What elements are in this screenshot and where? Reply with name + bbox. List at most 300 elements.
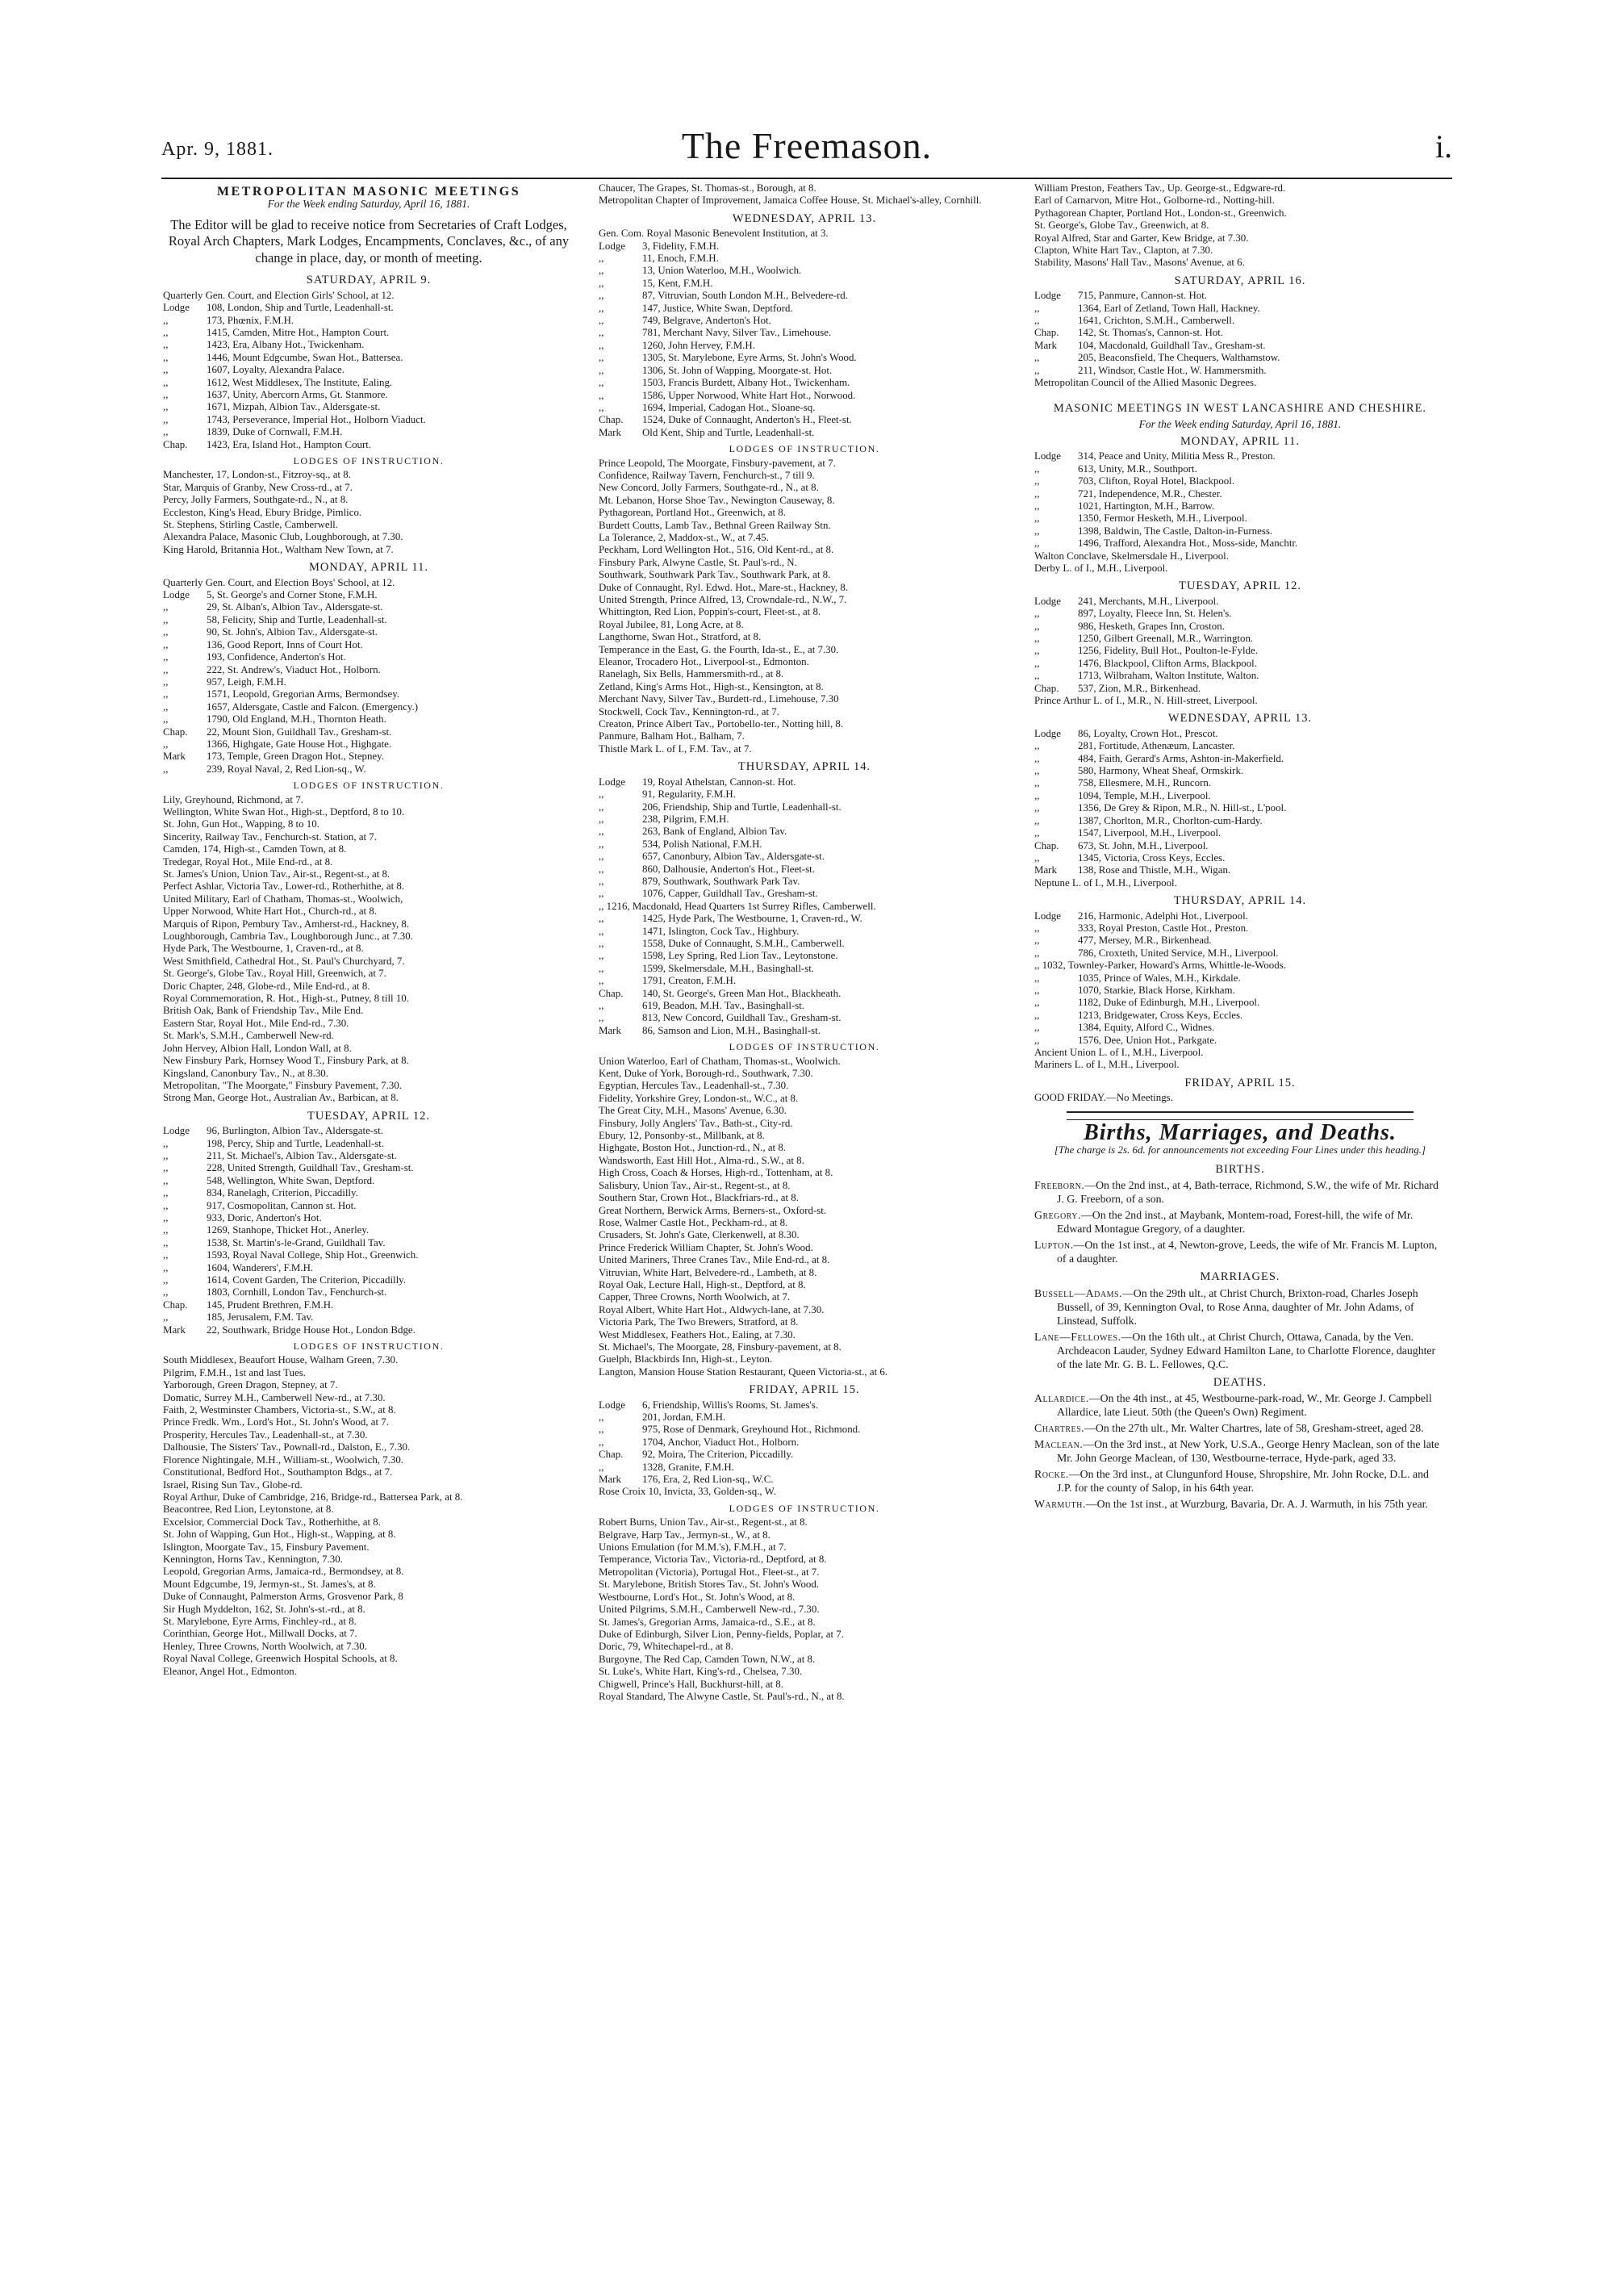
meeting-row [1034, 827, 1446, 839]
meeting-row [163, 626, 574, 638]
meeting-row [599, 1025, 1010, 1037]
meeting-text: 29, St. Alban's, Albion Tav., Aldersgate-st. [207, 601, 383, 613]
meeting-type: Lodge [163, 302, 190, 314]
instruction-row [599, 1353, 1010, 1365]
instruction-row [599, 458, 1010, 470]
instruction-text: Whittington, Red Lion, Poppin's-court, Fleet-st., at 8. [599, 606, 821, 618]
meeting-text: 721, Independence, M.R., Chester. [1078, 487, 1222, 500]
meeting-row [1034, 922, 1446, 935]
meeting-type: ,, [163, 1286, 169, 1299]
instruction-text: Wellington, White Swan Hot., High-st., Deptford, 8 to 10. [163, 805, 405, 818]
meeting-type: ,, [599, 813, 604, 825]
instruction-row [163, 856, 574, 868]
meeting-text: 786, Croxteth, United Service, M.H., Liverpool. [1078, 947, 1279, 959]
meeting-row [163, 290, 574, 302]
meeting-text: 1423, Era, Albany Hot., Twickenham. [207, 339, 365, 351]
meeting-row [599, 826, 1010, 838]
instruction-row [163, 1591, 574, 1603]
instruction-row [599, 644, 1010, 656]
meeting-row [599, 926, 1010, 938]
instruction-text: Camden, 174, High-st., Camden Town, at 8. [163, 843, 347, 855]
instruction-row [163, 956, 574, 968]
meeting-text: Prince Arthur L. of I., M.R., N. Hill-street, Liverpool. [1034, 695, 1258, 707]
instruction-text: United Military, Earl of Chatham, Thomas-st., Woolwich, [163, 893, 403, 905]
meeting-type: ,, [599, 377, 604, 389]
meeting-row [599, 1000, 1010, 1012]
meeting-row [1034, 327, 1446, 339]
instruction-text: Metropolitan Chapter of Improvement, Jamaica Coffee House, St. Michael's-alley, Cornhill. [599, 194, 982, 207]
meeting-row [599, 327, 1010, 339]
instruction-row [163, 1416, 574, 1428]
instruction-row [1034, 245, 1446, 257]
meeting-text: 957, Leigh, F.M.H. [207, 675, 286, 688]
meeting-row [163, 1175, 574, 1187]
meeting-type: ,, [1034, 765, 1040, 777]
instruction-row [163, 918, 574, 931]
meeting-type: ,, [163, 314, 169, 326]
meeting-row [599, 888, 1010, 900]
instruction-row [163, 981, 574, 993]
meeting-row [599, 228, 1010, 240]
instruction-row [599, 1679, 1010, 1691]
instruction-row [599, 1654, 1010, 1666]
meeting-text: 238, Pilgrim, F.M.H. [642, 813, 729, 825]
meeting-row [163, 364, 574, 376]
day-heading: MONDAY, APRIL 11. [308, 561, 429, 575]
instruction-row [163, 968, 574, 980]
instruction-text: South Middlesex, Beaufort House, Walham Green, 7.30. [163, 1354, 399, 1366]
instruction-row [599, 1516, 1010, 1529]
meeting-row [163, 601, 574, 613]
meeting-row [1034, 935, 1446, 947]
meeting-type: Chap. [1034, 682, 1059, 694]
instruction-row [599, 668, 1010, 680]
instruction-text: Beacontree, Red Lion, Leytonstone, at 8. [163, 1503, 334, 1516]
meeting-text: 1425, Hyde Park, The Westbourne, 1, Craven-rd., W. [642, 913, 862, 925]
instruction-heading: LODGES OF INSTRUCTION. [293, 455, 445, 466]
meeting-row [1034, 512, 1446, 525]
instruction-row [163, 1541, 574, 1554]
meeting-text: 1607, Loyalty, Alexandra Palace. [207, 364, 345, 376]
meeting-text: 5, St. George's and Corner Stone, F.M.H. [207, 589, 378, 601]
instruction-text: Burgoyne, The Red Cap, Camden Town, N.W., at 8. [599, 1653, 816, 1665]
instruction-text: St. Mark's, S.M.H., Camberwell New-rd. [163, 1030, 334, 1042]
instruction-text: Royal Naval College, Greenwich Hospital Schools, at 8. [163, 1653, 398, 1665]
meeting-row [163, 401, 574, 413]
announcement-name: Rocke. [1034, 1468, 1069, 1481]
meeting-type: Mark [1034, 864, 1057, 876]
meeting-type: ,, [1034, 972, 1040, 984]
meeting-row [163, 1162, 574, 1174]
meeting-row [599, 988, 1010, 1000]
instruction-row [599, 1616, 1010, 1629]
meeting-text: 241, Merchants, M.H., Liverpool. [1078, 595, 1219, 607]
meeting-type: ,, [1034, 302, 1040, 314]
meeting-type: Chap. [163, 1299, 188, 1311]
meeting-type: ,, [1034, 802, 1040, 814]
meeting-text: 19, Royal Athelstan, Cannon-st. Hot. [642, 776, 796, 788]
meeting-type: ,, [163, 326, 169, 338]
instruction-text: Union Waterloo, Earl of Chatham, Thomas-st., Woolwich. [599, 1055, 841, 1067]
meeting-text: 1743, Perseverance, Imperial Hot., Holborn Viaduct. [207, 413, 426, 425]
instruction-text: Ebury, 12, Ponsonby-st., Millbank, at 8. [599, 1130, 765, 1142]
meeting-type: ,, [163, 1224, 169, 1236]
instruction-text: West Middlesex, Feathers Hot., Ealing, at 7.30. [599, 1328, 796, 1340]
day-heading: TUESDAY, APRIL 12. [1178, 579, 1302, 593]
instruction-text: New Concord, Jolly Farmers, Southgate-rd., N., at 8. [599, 482, 819, 494]
instruction-text: Panmure, Balham Hot., Balham, 7. [599, 730, 745, 742]
instruction-text: Eleanor, Angel Hot., Edmonton. [163, 1665, 297, 1677]
meeting-row [163, 1212, 574, 1224]
meeting-text: 897, Loyalty, Fleece Inn, St. Helen's. [1078, 608, 1232, 620]
meeting-row [1034, 972, 1446, 985]
instruction-text: King Harold, Britannia Hot., Waltham New Town, at 7. [163, 543, 394, 555]
instruction-row [599, 1666, 1010, 1678]
meeting-type: Lodge [1034, 450, 1061, 462]
meeting-text: 1571, Leopold, Gregorian Arms, Bermondsey. [207, 688, 400, 701]
meeting-text: 138, Rose and Thistle, M.H., Wigan. [1078, 864, 1231, 876]
instruction-text: Eccleston, King's Head, Ebury Bridge, Pimlico. [163, 506, 362, 518]
meeting-row [599, 365, 1010, 377]
meeting-text: GOOD FRIDAY.—No Meetings. [1034, 1092, 1173, 1104]
meeting-type: ,, [163, 1187, 169, 1199]
instruction-text: Merchant Navy, Silver Tav., Burdett-rd., Limehouse, 7.30 [599, 693, 839, 705]
instruction-text: St. George's, Globe Tav., Greenwich, at 8. [1034, 220, 1209, 232]
meeting-text: 548, Wellington, White Swan, Deptford. [207, 1174, 375, 1186]
meeting-row [599, 1012, 1010, 1024]
meeting-row [1034, 840, 1446, 852]
meeting-row [599, 1486, 1010, 1498]
meeting-text: 1576, Dee, Union Hot., Parkgate. [1078, 1034, 1217, 1046]
meeting-text: 1021, Hartington, M.H., Barrow. [1078, 500, 1215, 512]
instruction-row [599, 606, 1010, 618]
instruction-text: Prince Leopold, The Moorgate, Finsbury-pavement, at 7. [599, 457, 836, 469]
instruction-row [599, 1629, 1010, 1641]
meeting-row [1034, 1035, 1446, 1047]
instruction-row [599, 706, 1010, 718]
meeting-row [599, 813, 1010, 826]
instruction-text: Pilgrim, F.M.H., 1st and last Tues. [163, 1366, 306, 1378]
day-heading: THURSDAY, APRIL 14. [737, 760, 871, 774]
instruction-row [599, 1579, 1010, 1591]
meeting-row [1034, 1010, 1446, 1022]
meeting-text: 1384, Equity, Alford C., Widnes. [1078, 1022, 1215, 1034]
meeting-row [1034, 488, 1446, 500]
instruction-row [599, 1068, 1010, 1080]
meeting-type: Lodge [1034, 910, 1061, 922]
meeting-type: ,, [599, 1424, 604, 1436]
day-heading: THURSDAY, APRIL 14. [1173, 894, 1307, 908]
instruction-row [163, 1628, 574, 1640]
meeting-type: ,, [1034, 947, 1040, 959]
meeting-text: 1547, Liverpool, M.H., Liverpool. [1078, 827, 1222, 839]
meeting-text: 1356, De Grey & Ripon, M.R., N. Hill-st., L'pool. [1078, 802, 1287, 814]
instruction-text: Victoria Park, The Two Brewers, Stratford, at 8. [599, 1316, 799, 1328]
instruction-row [163, 1666, 574, 1678]
instruction-row [163, 1005, 574, 1017]
instruction-text: Prince Fredk. Wm., Lord's Hot., St. John's Wood, at 7. [163, 1416, 389, 1428]
meeting-row [599, 290, 1010, 302]
meeting-sections [163, 274, 574, 1678]
announcement-name: Allardice. [1034, 1392, 1089, 1405]
meeting-text: 92, Moira, The Criterion, Piccadilly. [642, 1449, 794, 1461]
meeting-text: 91, Regularity, F.M.H. [642, 788, 736, 801]
instruction-text: Royal Oak, Lecture Hall, High-st., Deptford, at 8. [599, 1278, 806, 1290]
instruction-row [163, 1466, 574, 1478]
instruction-row [163, 1491, 574, 1503]
instruction-text: Manchester, 17, London-st., Fitzroy-sq., at 8. [163, 469, 351, 481]
meeting-type: ,, [599, 925, 604, 937]
meeting-row [599, 1437, 1010, 1449]
section-subheading: For the Week ending Saturday, April 16, 1881. [267, 198, 470, 211]
meeting-text: 657, Canonbury, Albion Tav., Aldersgate-st. [642, 851, 825, 863]
meeting-type: ,, [1034, 1022, 1040, 1034]
instruction-text: Southwark, Southwark Park Tav., Southwark Park, at 8. [599, 569, 831, 581]
instruction-row [163, 1429, 574, 1441]
meeting-row [1034, 740, 1446, 752]
section-heading: METROPOLITAN MASONIC MEETINGS [216, 185, 521, 199]
meeting-row [163, 688, 574, 701]
instruction-text: Florence Nightingale, M.H., William-st., Woolwich, 7.30. [163, 1453, 403, 1466]
meeting-row [163, 327, 574, 339]
meeting-row [1034, 645, 1446, 657]
meeting-text: Rose Croix 10, Invicta, 33, Golden-sq., W. [599, 1486, 776, 1498]
instruction-text: Guelph, Blackbirds Inn, High-st., Leyton. [599, 1353, 773, 1365]
meeting-text: Derby L. of I., M.H., Liverpool. [1034, 562, 1168, 574]
meeting-type: ,, [163, 638, 169, 650]
meeting-type: ,, [163, 388, 169, 400]
instruction-text: St. Marylebone, Eyre Arms, Finchley-rd., at 8. [163, 1615, 357, 1627]
meeting-text: Old Kent, Ship and Turtle, Leadenhall-st. [642, 426, 815, 438]
meeting-row [163, 577, 574, 589]
instruction-row [599, 582, 1010, 594]
instruction-text: Stockwell, Cock Tav., Kennington-rd., at 7. [599, 705, 779, 717]
instruction-row [163, 818, 574, 830]
instruction-text: Chigwell, Prince's Hall, Buckhurst-hill, at 8. [599, 1678, 783, 1690]
instruction-text: Royal Standard, The Alwyne Castle, St. Paul's-rd., N., at 8. [599, 1690, 845, 1702]
meeting-type: ,, [599, 1461, 604, 1473]
instruction-text: Temperance, Victoria Tav., Victoria-rd., Deptford, at 8. [599, 1554, 827, 1566]
meeting-type: ,, [163, 1199, 169, 1211]
instruction-row [163, 469, 574, 481]
meeting-row [1034, 985, 1446, 997]
meeting-row [163, 651, 574, 663]
meeting-text: 263, Bank of England, Albion Tav. [642, 826, 787, 838]
meeting-type: ,, [163, 651, 169, 663]
meeting-row [599, 315, 1010, 327]
meeting-row [1034, 790, 1446, 802]
instruction-row [599, 520, 1010, 532]
meeting-type: ,, [163, 1149, 169, 1161]
instruction-row [599, 1267, 1010, 1279]
instruction-row [599, 1080, 1010, 1092]
instruction-text: Stability, Masons' Hall Tav., Masons' Avenue, at 6. [1034, 257, 1245, 269]
meeting-row [1034, 290, 1446, 302]
announcement-text: —On the 1st inst., at Wurzburg, Bavaria, Dr. A. J. Warmuth, in his 75th year. [1085, 1498, 1428, 1511]
meeting-text: 1790, Old England, M.H., Thornton Heath. [207, 713, 386, 726]
instruction-row [599, 1056, 1010, 1068]
instruction-row [1034, 232, 1446, 245]
meeting-text: 1182, Duke of Edinburgh, M.H., Liverpool. [1078, 997, 1260, 1009]
bmd-subheading: DEATHS. [1213, 1375, 1267, 1389]
announcement-name: Lupton. [1034, 1239, 1074, 1252]
meeting-row [599, 402, 1010, 414]
divider [1067, 1111, 1414, 1113]
meeting-text: 1637, Unity, Abercorn Arms, Gt. Stanmore. [207, 388, 388, 400]
meeting-type: ,, [599, 950, 604, 962]
instruction-text: Westbourne, Lord's Hot., St. John's Wood, at 8. [599, 1591, 796, 1603]
meeting-type: ,, [599, 401, 604, 413]
meeting-text: 673, St. John, M.H., Liverpool. [1078, 839, 1209, 851]
instruction-text: Hyde Park, The Westbourne, 1, Craven-rd., at 8. [163, 943, 364, 955]
meeting-text: 205, Beaconsfield, The Chequers, Walthamstow. [1078, 352, 1280, 364]
instruction-text: Unions Emulation (for M.M.'s), F.M.H., at 7. [599, 1541, 787, 1554]
meeting-type: ,, [1034, 500, 1040, 512]
instruction-row [163, 943, 574, 955]
meeting-text: 1250, Gilbert Greenall, M.R., Warrington. [1078, 633, 1254, 644]
instruction-text: Mount Edgcumbe, 19, Jermyn-st., St. James's, at 8. [163, 1578, 376, 1590]
meeting-text: 1260, John Hervey, F.M.H. [642, 339, 755, 351]
meeting-type: Lodge [163, 589, 190, 601]
meeting-type: ,, [599, 863, 604, 875]
instruction-text: Egyptian, Hercules Tav., Leadenhall-st., 7.30. [599, 1080, 789, 1092]
meeting-row [163, 352, 574, 364]
instruction-text: William Preston, Feathers Tav., Up. George-st., Edgware-rd. [1034, 182, 1286, 194]
meeting-row [599, 876, 1010, 888]
instruction-row [599, 1242, 1010, 1254]
meeting-text: 11, Enoch, F.M.H. [642, 253, 719, 265]
meeting-text: Neptune L. of I., M.H., Liverpool. [1034, 876, 1177, 889]
instruction-row [163, 1604, 574, 1616]
meeting-text: 1586, Upper Norwood, White Hart Hot., Norwood. [642, 389, 856, 401]
meeting-type: ,, [1034, 487, 1040, 500]
meeting-row [1034, 802, 1446, 814]
meeting-text: 1387, Chorlton, M.R., Chorlton-cum-Hardy. [1078, 814, 1263, 826]
bmd-subheading: BIRTHS. [1215, 1163, 1265, 1177]
instruction-heading: LODGES OF INSTRUCTION. [729, 1502, 880, 1514]
instruction-row [599, 1192, 1010, 1204]
instruction-row [163, 893, 574, 905]
instruction-row [1034, 182, 1446, 194]
day-heading: FRIDAY, APRIL 15. [1184, 1076, 1296, 1089]
instruction-row [163, 1503, 574, 1516]
meeting-text: 3, Fidelity, F.M.H. [642, 240, 720, 252]
meeting-type: ,, [163, 663, 169, 675]
meeting-text: 228, United Strength, Guildhall Tav., Gresham-st. [207, 1162, 414, 1174]
meeting-row [163, 1262, 574, 1274]
announcement [1034, 1286, 1446, 1328]
day-heading: WEDNESDAY, APRIL 13. [732, 211, 877, 225]
instruction-row [163, 1392, 574, 1404]
instruction-row [599, 1691, 1010, 1703]
meeting-type: ,, [163, 376, 169, 388]
meeting-type: Chap. [1034, 327, 1059, 339]
meeting-text: 1306, St. John of Wapping, Moorgate-st. Hot. [642, 364, 833, 376]
meeting-row [599, 1411, 1010, 1424]
instruction-row [599, 194, 1010, 207]
meeting-row [1034, 910, 1446, 922]
meeting-text: 1446, Mount Edgcumbe, Swan Hot., Battersea. [207, 351, 403, 363]
meeting-text: 1599, Skelmersdale, M.H., Basinghall-st. [642, 962, 815, 974]
meeting-text: 1496, Trafford, Alexandra Hot., Moss-side, Manchtr. [1078, 537, 1298, 550]
instruction-text: Mt. Lebanon, Horse Shoe Tav., Newington Causeway, 8. [599, 494, 835, 506]
instruction-text: Doric Chapter, 248, Globe-rd., Mile End-rd., at 8. [163, 980, 370, 992]
meeting-type: ,, [599, 290, 604, 302]
meeting-text: 1713, Wilbraham, Walton Institute, Walton. [1078, 670, 1259, 682]
meeting-type: ,, [163, 701, 169, 713]
instruction-text: Thistle Mark L. of I., F.M. Tav., at 7. [599, 742, 752, 755]
instruction-text: Robert Burns, Union Tav., Air-st., Regent-st., at 8. [599, 1516, 808, 1529]
instruction-row [599, 569, 1010, 581]
instruction-text: Clapton, White Hart Tav., Clapton, at 7.30. [1034, 245, 1213, 257]
meeting-type: ,, [163, 339, 169, 351]
meeting-row [163, 726, 574, 738]
meeting-text: 145, Prudent Brethren, F.M.H. [207, 1299, 334, 1311]
meeting-row [599, 427, 1010, 439]
announcement-text: —On the 3rd inst., at New York, U.S.A., George Henry Maclean, son of the late Mr. John George Maclean, of 130, Westbourne-terrace, Hyde-park, aged 33. [1057, 1438, 1439, 1465]
meeting-text: 477, Mersey, M.R., Birkenhead. [1078, 935, 1212, 947]
meeting-row [163, 1286, 574, 1299]
meeting-row [163, 664, 574, 676]
instruction-row [1034, 207, 1446, 220]
instruction-text: Burdett Coutts, Lamb Tav., Bethnal Green Railway Stn. [599, 519, 831, 531]
instruction-text: Alexandra Palace, Masonic Club, Loughborough, at 7.30. [163, 531, 403, 543]
instruction-text: United Strength, Prince Alfred, 13, Crowndale-rd., N.W., 7. [599, 594, 847, 605]
announcement [1034, 1391, 1446, 1419]
meeting-row [1034, 1022, 1446, 1034]
meeting-type: ,, [1034, 827, 1040, 839]
meeting-text: 933, Doric, Anderton's Hot. [207, 1211, 322, 1223]
announcement-name: Gregory. [1034, 1209, 1081, 1222]
meeting-type: ,, [163, 763, 169, 775]
lancs-heading: MASONIC MEETINGS IN WEST LANCASHIRE AND CHESHIRE. [1053, 401, 1427, 415]
meeting-text: 58, Felicity, Ship and Turtle, Leadenhall-st. [207, 613, 387, 625]
meeting-type: ,, [163, 351, 169, 363]
meeting-row [1034, 500, 1446, 512]
meeting-row [163, 377, 574, 389]
meeting-row [1034, 608, 1446, 620]
meeting-row [1034, 537, 1446, 550]
meeting-row [599, 1399, 1010, 1411]
meeting-type: ,, [163, 364, 169, 376]
meeting-type: Lodge [1034, 595, 1061, 607]
meeting-type: ,, [1034, 922, 1040, 934]
meeting-row [163, 1249, 574, 1261]
meeting-text: 1538, St. Martin's-le-Grand, Guildhall Tav. [207, 1236, 386, 1248]
instruction-row [599, 619, 1010, 631]
instruction-row [599, 681, 1010, 693]
instruction-row [163, 1579, 574, 1591]
meeting-row [599, 253, 1010, 265]
instruction-row [163, 1030, 574, 1042]
instruction-text: Lily, Greyhound, Richmond, at 7. [163, 793, 303, 805]
meeting-text: 1476, Blackpool, Clifton Arms, Blackpool. [1078, 657, 1257, 669]
meeting-row [163, 426, 574, 438]
meeting-row [163, 1200, 574, 1212]
announcement [1034, 1330, 1446, 1371]
instruction-text: Langthorne, Swan Hot., Stratford, at 8. [599, 631, 762, 643]
meeting-type: Mark [599, 426, 621, 438]
meeting-row [163, 751, 574, 763]
instruction-text: Sincerity, Railway Tav., Fenchurch-st. Station, at 7. [163, 830, 377, 843]
meeting-type: ,, [163, 1211, 169, 1223]
instruction-text: Duke of Edinburgh, Silver Lion, Penny-fields, Poplar, at 7. [599, 1628, 844, 1640]
instruction-row [599, 1341, 1010, 1353]
meeting-text: 222, St. Andrew's, Viaduct Hot., Holborn. [207, 663, 381, 675]
meeting-type: Mark [163, 751, 186, 763]
instruction-text: Kent, Duke of York, Borough-rd., Southwark, 7.30. [599, 1068, 813, 1080]
instruction-row [599, 718, 1010, 730]
